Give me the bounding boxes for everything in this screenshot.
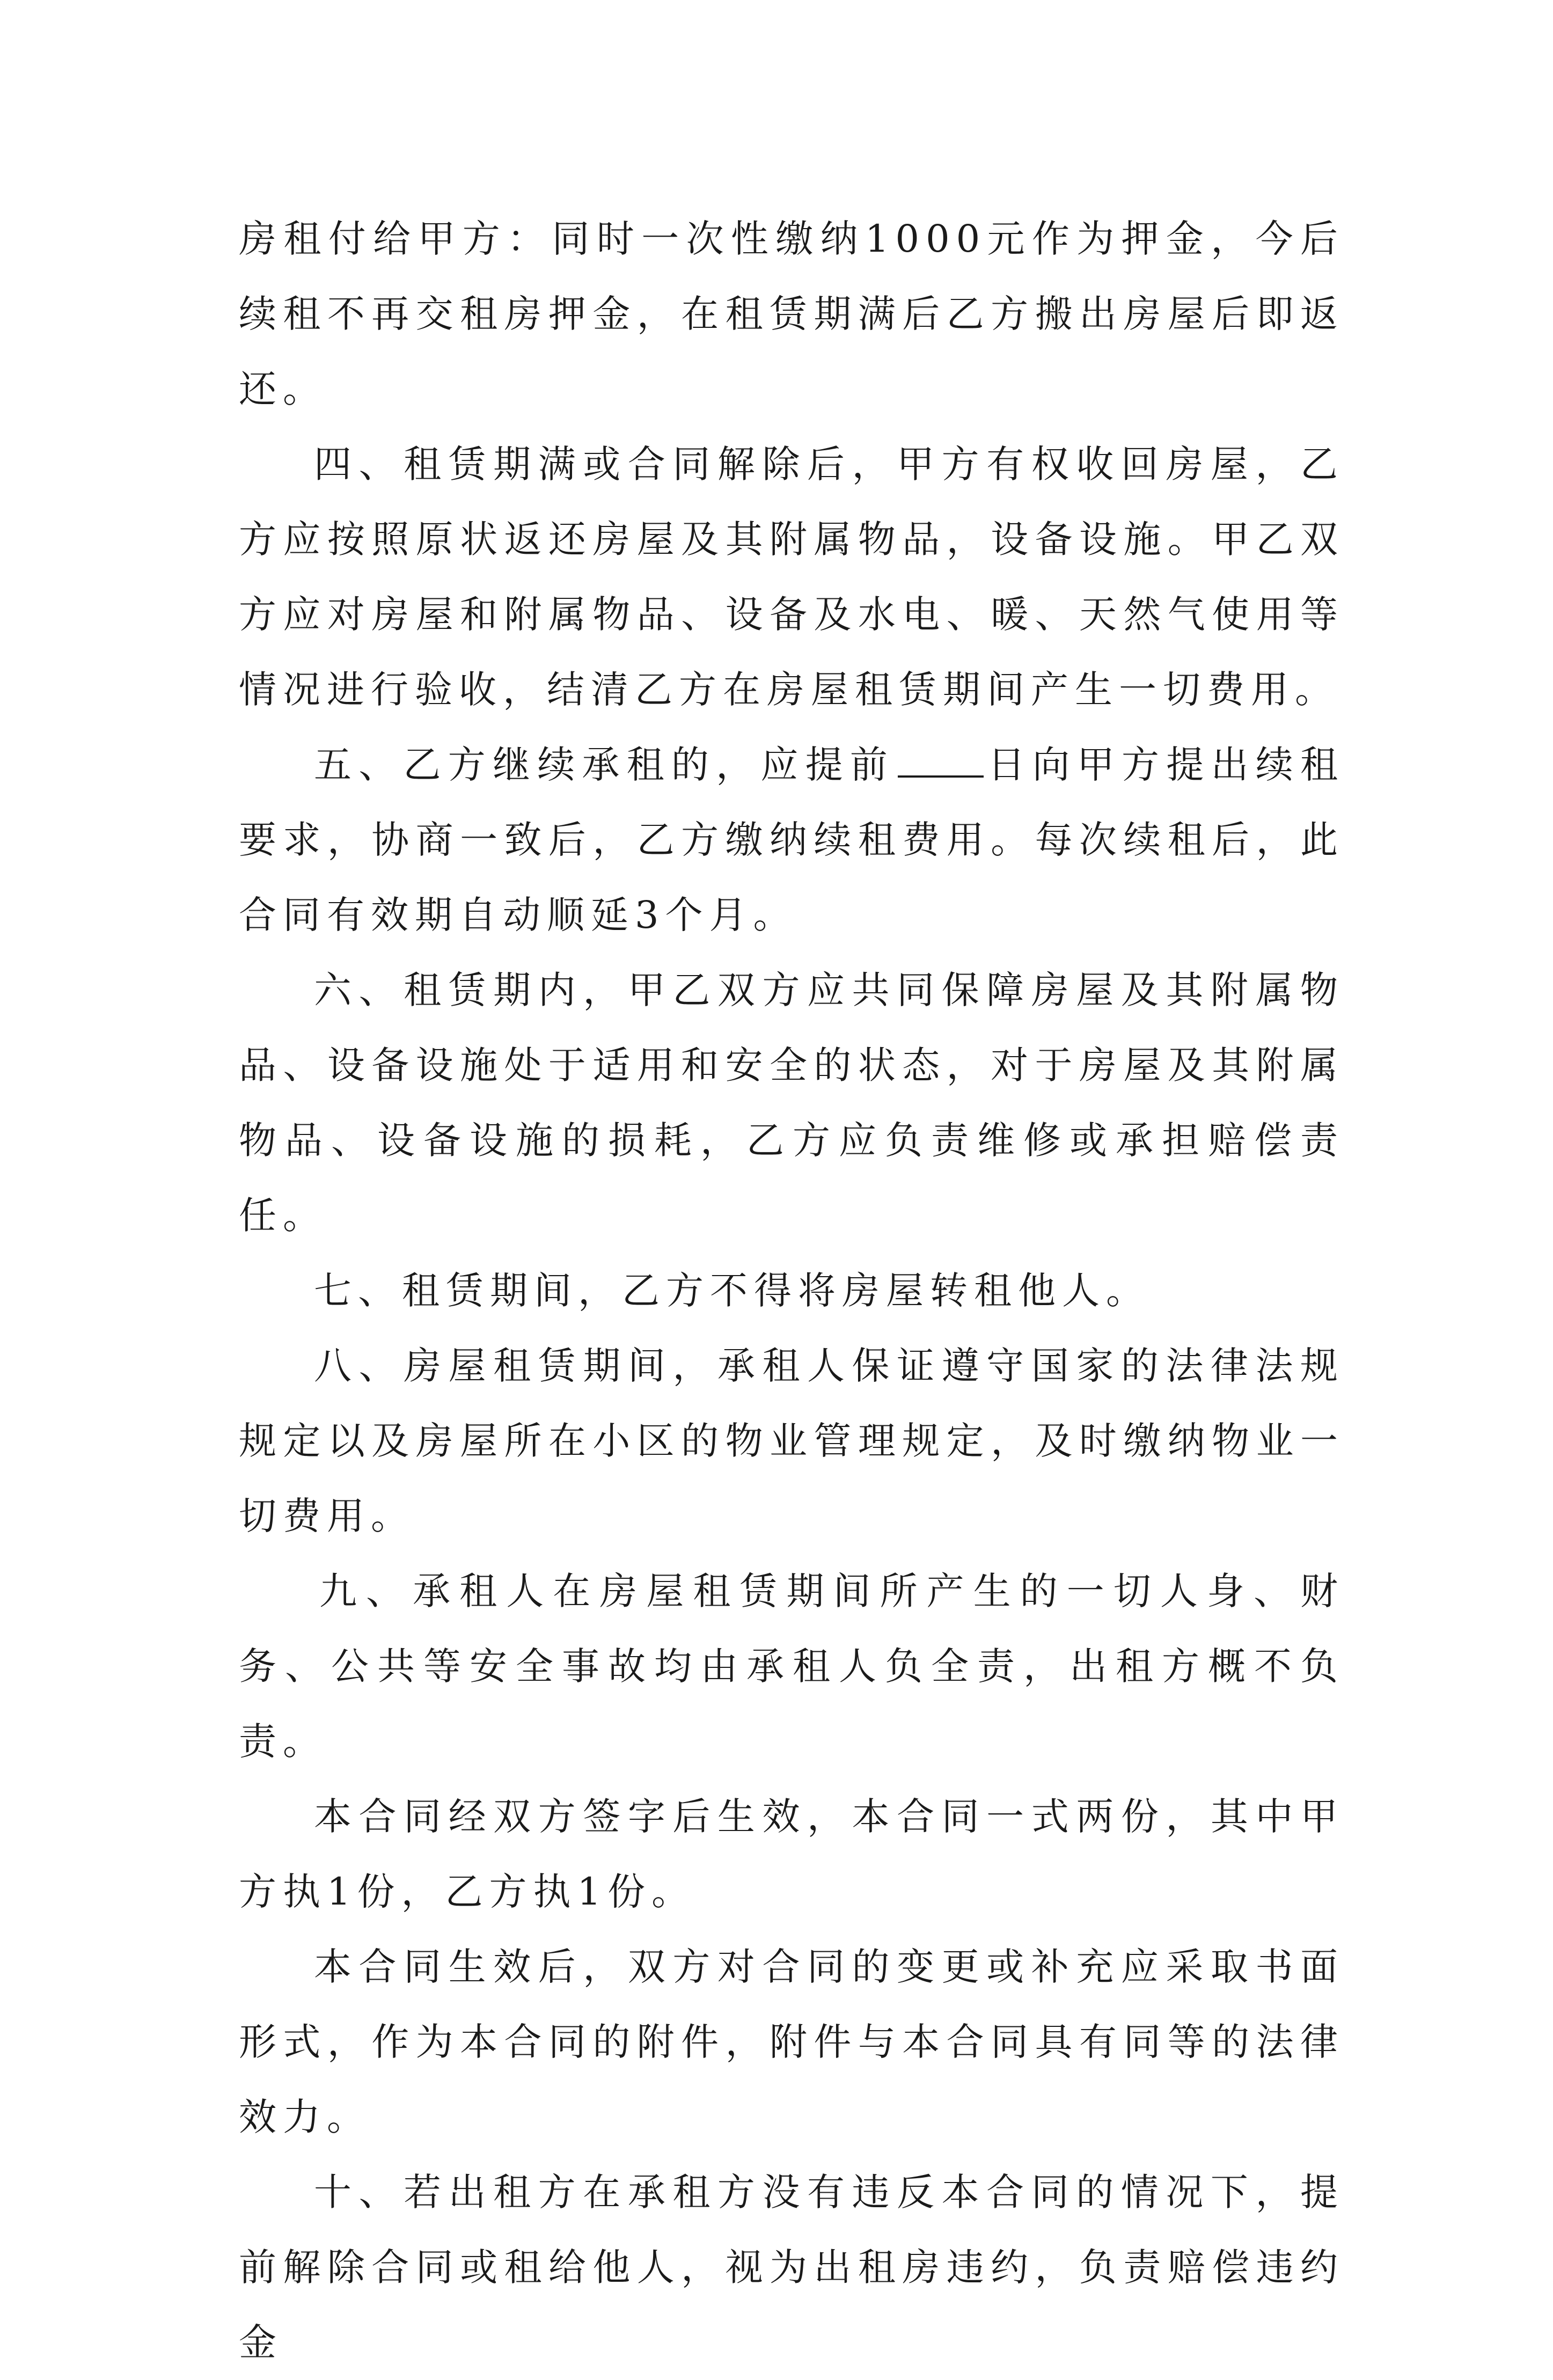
clause-5-text-after: 日向甲方提出续租要求，协商一致后，乙方缴纳续租费用。每次续租后，此合同有效期自动顺延3个月。: [239, 743, 1345, 937]
paragraph-clause-9: 九、承租人在房屋租赁期间所产生的一切人身、财务、公共等安全事故均由承租人负全责，出租方概不负责。: [239, 1569, 1344, 1763]
paragraph-clause-5: [239, 727, 1344, 953]
paragraph-amendment: 本合同生效后，双方对合同的变更或补充应采取书面形式，作为本合同的附件，附件与本合同具有同等的法律效力。: [239, 1945, 1344, 2139]
paragraph-clause-10: 十、若出租方在承租方没有违反本合同的情况下，提前解除合同或租给他人，视为出租房违约，负责赔偿违约金: [239, 2170, 1344, 2364]
paragraph-effective: 本合同经双方签字后生效，本合同一式两份，其中甲方执1份，乙方执1份。: [239, 1795, 1344, 1914]
document-body: [239, 201, 1344, 2380]
paragraph-rent-deposit: 房租付给甲方：同时一次性缴纳1000元作为押金，今后续租不再交租房押金，在租赁期满后乙方搬出房屋后即返还。: [239, 217, 1344, 411]
paragraph-clause-4: 四、租赁期满或合同解除后，甲方有权收回房屋，乙方应按照原状返还房屋及其附属物品，设备设施。甲乙双方应对房屋和附属物品、设备及水电、暖、天然气使用等情况进行验收，结清乙方在房屋租赁期间产生一切费用。: [239, 442, 1344, 712]
paragraph-clause-6: 六、租赁期内，甲乙双方应共同保障房屋及其附属物品、设备设施处于适用和安全的状态，对于房屋及其附属物品、设备设施的损耗，乙方应负责维修或承担赔偿责任。: [239, 968, 1344, 1237]
days-blank-line: [898, 742, 984, 778]
clause-5-text-before: 五、乙方继续承租的，应提前: [314, 743, 895, 787]
paragraph-clause-7: 七、租赁期间，乙方不得将房屋转租他人。: [314, 1269, 1150, 1313]
paragraph-clause-8: 八、房屋租赁期间，承租人保证遵守国家的法律法规规定以及房屋所在小区的物业管理规定，及时缴纳物业一切费用。: [239, 1344, 1344, 1538]
